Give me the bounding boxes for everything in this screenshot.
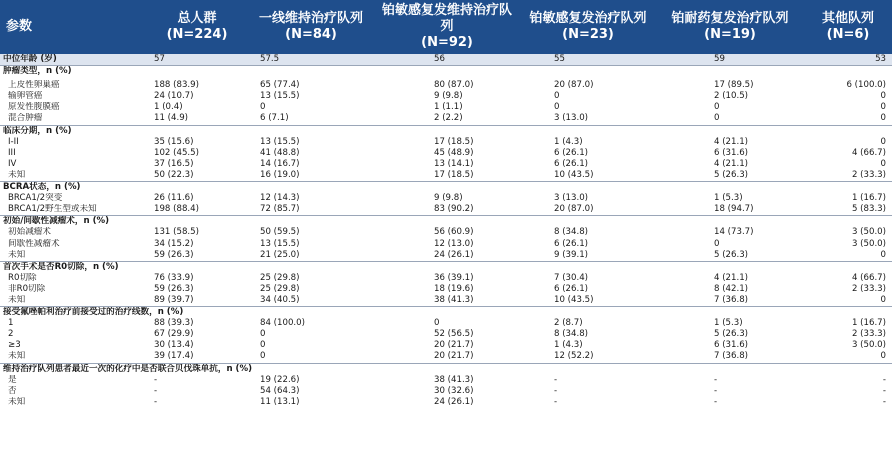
table-cell: 36 (39.1) bbox=[434, 272, 474, 283]
table-cell: 20 (21.7) bbox=[434, 340, 474, 351]
table-cell: 0 bbox=[714, 113, 720, 124]
table-row bbox=[0, 273, 892, 284]
table-cell: 59 (26.3) bbox=[154, 283, 194, 294]
table-cell: 0 bbox=[880, 91, 886, 102]
table-cell: 50 (59.5) bbox=[260, 227, 300, 238]
table-header bbox=[0, 0, 892, 54]
table-cell: 34 (15.2) bbox=[154, 238, 194, 249]
table-cell: 18 (94.7) bbox=[714, 204, 754, 215]
table-cell: 59 (26.3) bbox=[154, 249, 194, 260]
table-row bbox=[0, 318, 892, 329]
table-cell: - bbox=[554, 396, 558, 407]
table-cell: 30 (32.6) bbox=[434, 385, 474, 396]
section-title: 肿瘤类型，n (%) bbox=[0, 66, 892, 78]
section-title: 接受氟唑帕利治疗前接受过的治疗线数，n (%) bbox=[0, 307, 892, 319]
table-cell: - bbox=[154, 396, 158, 407]
table-cell: 0 bbox=[260, 329, 266, 340]
row-label: 是 bbox=[8, 374, 17, 385]
section-title: 初始/间歇性减瘤术，n (%) bbox=[0, 216, 892, 228]
table-row bbox=[0, 329, 892, 340]
table-cell: 1 (16.7) bbox=[851, 318, 886, 329]
row-label: BRCA1/2突变 bbox=[8, 193, 63, 204]
table-cell: 0 bbox=[554, 91, 560, 102]
table-row bbox=[0, 148, 892, 159]
table-cell: 6 (7.1) bbox=[260, 113, 289, 124]
table-cell: 7 (36.8) bbox=[714, 294, 749, 305]
table-cell: 72 (85.7) bbox=[260, 204, 300, 215]
table-cell: 3 (13.0) bbox=[554, 113, 589, 124]
table-cell: 12 (52.2) bbox=[554, 351, 594, 362]
table-cell: 20 (87.0) bbox=[554, 204, 594, 215]
table-cell: 9 (39.1) bbox=[554, 249, 589, 260]
table-cell: 13 (15.5) bbox=[260, 91, 300, 102]
table-cell: 0 bbox=[714, 102, 720, 113]
table-cell: 39 (17.4) bbox=[154, 351, 194, 362]
table-row bbox=[0, 91, 892, 102]
table-row bbox=[0, 284, 892, 295]
table-cell: - bbox=[154, 385, 158, 396]
table-cell: 13 (15.5) bbox=[260, 136, 300, 147]
column-header-n: (N=19) bbox=[704, 27, 756, 42]
table-cell: 80 (87.0) bbox=[434, 80, 474, 91]
table-cell: 4 (66.7) bbox=[851, 272, 886, 283]
table-cell: 14 (73.7) bbox=[714, 227, 754, 238]
table-cell: 2 (10.5) bbox=[714, 91, 749, 102]
column-header-name: 铂耐药复发治疗队列 bbox=[671, 11, 789, 26]
table-row bbox=[0, 170, 892, 182]
table-cell: 20 (21.7) bbox=[434, 351, 474, 362]
row-label: 初始减瘤术 bbox=[8, 227, 51, 238]
table-cell: 8 (42.1) bbox=[714, 283, 749, 294]
column-header-parameter: 参数 bbox=[0, 0, 146, 54]
table-cell: 2 (2.2) bbox=[434, 113, 463, 124]
column-header-name: 总人群 bbox=[177, 11, 217, 26]
table-row bbox=[0, 397, 892, 408]
section-title: 临床分期，n (%) bbox=[0, 125, 892, 137]
table-cell: 3 (50.0) bbox=[851, 340, 886, 351]
table-cell: 30 (13.4) bbox=[154, 340, 194, 351]
table-cell: 76 (33.9) bbox=[154, 272, 194, 283]
table-cell: - bbox=[714, 374, 718, 385]
table-cell: 4 (21.1) bbox=[714, 136, 749, 147]
column-header-name: 铂敏感复发治疗队列 bbox=[529, 11, 647, 26]
table-cell: 18 (19.6) bbox=[434, 283, 474, 294]
table-cell: 2 (33.3) bbox=[851, 329, 886, 340]
table-cell: - bbox=[882, 374, 886, 385]
table-row bbox=[0, 351, 892, 363]
median-age-row bbox=[0, 54, 892, 66]
table-cell: 0 bbox=[434, 318, 440, 329]
table-cell: 52 (56.5) bbox=[434, 329, 474, 340]
table-cell: 26 (11.6) bbox=[154, 193, 194, 204]
table-cell: 24 (26.1) bbox=[434, 249, 474, 260]
table-cell: 11 (4.9) bbox=[154, 113, 189, 124]
table-cell: - bbox=[714, 396, 718, 407]
table-cell: 25 (29.8) bbox=[260, 283, 300, 294]
table-cell: 131 (58.5) bbox=[154, 227, 199, 238]
column-header-name: 铂敏感复发维持治疗队列 bbox=[381, 3, 512, 34]
table-cell: 3 (50.0) bbox=[851, 238, 886, 249]
table-cell: 4 (21.1) bbox=[714, 272, 749, 283]
row-label: 上皮性卵巢癌 bbox=[8, 80, 60, 91]
table-cell: 1 (4.3) bbox=[554, 136, 583, 147]
column-header-first-line-maintenance bbox=[252, 0, 374, 54]
table-cell: 5 (83.3) bbox=[851, 204, 886, 215]
table-cell: 7 (30.4) bbox=[554, 272, 589, 283]
table-cell: 67 (29.9) bbox=[154, 329, 194, 340]
column-header-other bbox=[808, 0, 892, 54]
table-cell: 1 (0.4) bbox=[154, 102, 183, 113]
column-header-platinum-sensitive-treatment bbox=[524, 0, 656, 54]
section-header-row bbox=[0, 125, 892, 137]
row-label: III bbox=[8, 147, 16, 158]
table-cell: 17 (89.5) bbox=[714, 80, 754, 91]
table-cell: 1 (5.3) bbox=[714, 193, 743, 204]
table-cell: 6 (26.1) bbox=[554, 147, 589, 158]
row-label: 输卵管癌 bbox=[8, 91, 43, 102]
table-row bbox=[0, 113, 892, 125]
table-cell: 1 (16.7) bbox=[851, 193, 886, 204]
row-label: 1 bbox=[8, 318, 14, 329]
table-cell: 2 (33.3) bbox=[851, 283, 886, 294]
row-label: 原发性腹膜癌 bbox=[8, 102, 60, 113]
table-cell: 0 bbox=[880, 249, 886, 260]
table-cell: 0 bbox=[554, 102, 560, 113]
table-cell: 11 (13.1) bbox=[260, 396, 300, 407]
column-header-name: 其他队列 bbox=[821, 11, 874, 26]
table-cell: 5 (26.3) bbox=[714, 329, 749, 340]
table-cell: 3 (50.0) bbox=[851, 227, 886, 238]
table-cell: 20 (87.0) bbox=[554, 80, 594, 91]
table-cell: 9 (9.8) bbox=[434, 91, 463, 102]
table-cell: 6 (26.1) bbox=[554, 238, 589, 249]
row-label: ≥3 bbox=[8, 340, 21, 351]
table-cell: 89 (39.7) bbox=[154, 294, 194, 305]
table-row bbox=[0, 204, 892, 216]
table-cell: 88 (39.3) bbox=[154, 318, 194, 329]
table-cell: 35 (15.6) bbox=[154, 136, 194, 147]
table-cell: 14 (16.7) bbox=[260, 158, 300, 169]
table-cell: - bbox=[714, 385, 718, 396]
table-cell: 0 bbox=[880, 113, 886, 124]
section-header-row bbox=[0, 66, 892, 78]
table-cell: 24 (10.7) bbox=[154, 91, 194, 102]
table-cell: 54 (64.3) bbox=[260, 385, 300, 396]
column-header-name: 一线维持治疗队列 bbox=[258, 11, 363, 26]
table-cell: 1 (4.3) bbox=[554, 340, 583, 351]
row-label: 未知 bbox=[8, 249, 26, 260]
table-cell: 56 bbox=[374, 54, 524, 66]
table-cell: 8 (34.8) bbox=[554, 329, 589, 340]
table-cell: 10 (43.5) bbox=[554, 169, 594, 180]
table-cell: 12 (13.0) bbox=[434, 238, 474, 249]
table-cell: 6 (31.6) bbox=[714, 340, 749, 351]
row-label: 非R0切除 bbox=[8, 283, 46, 294]
table-cell: - bbox=[554, 385, 558, 396]
table-row bbox=[0, 239, 892, 250]
table-cell: 0 bbox=[880, 158, 886, 169]
table-cell: 53 bbox=[808, 54, 892, 66]
table-cell: 6 (26.1) bbox=[554, 283, 589, 294]
section-header-row bbox=[0, 216, 892, 228]
section-header-row bbox=[0, 363, 892, 375]
table-cell: - bbox=[154, 374, 158, 385]
table-cell: 5 (26.3) bbox=[714, 169, 749, 180]
table-cell: 38 (41.3) bbox=[434, 374, 474, 385]
table-cell: 9 (9.8) bbox=[434, 193, 463, 204]
table-cell: 6 (100.0) bbox=[846, 80, 886, 91]
column-header-total bbox=[146, 0, 252, 54]
table-cell: 56 (60.9) bbox=[434, 227, 474, 238]
table-cell: 6 (26.1) bbox=[554, 158, 589, 169]
table-cell: 7 (36.8) bbox=[714, 351, 749, 362]
table-cell: 0 bbox=[714, 238, 720, 249]
table-cell: 59 bbox=[656, 54, 808, 66]
table-cell: 0 bbox=[880, 351, 886, 362]
table-cell: 0 bbox=[880, 102, 886, 113]
table-cell: 0 bbox=[260, 340, 266, 351]
table-row bbox=[0, 375, 892, 386]
column-header-n: (N=23) bbox=[562, 27, 614, 42]
table-cell: 25 (29.8) bbox=[260, 272, 300, 283]
row-label: 否 bbox=[8, 385, 17, 396]
section-header-row bbox=[0, 182, 892, 194]
table-cell: 4 (66.7) bbox=[851, 147, 886, 158]
row-label: IV bbox=[8, 158, 17, 169]
section-title: 维持治疗队列患者最近一次的化疗中是否联合贝伐珠单抗，n (%) bbox=[0, 363, 892, 375]
column-header-n: (N=224) bbox=[166, 27, 228, 42]
table-cell: - bbox=[882, 396, 886, 407]
table-cell: 0 bbox=[880, 136, 886, 147]
table-cell: 17 (18.5) bbox=[434, 169, 474, 180]
table-cell: 102 (45.5) bbox=[154, 147, 199, 158]
table-cell: 17 (18.5) bbox=[434, 136, 474, 147]
table-cell: 2 (33.3) bbox=[851, 169, 886, 180]
table-cell: 65 (77.4) bbox=[260, 80, 300, 91]
table-cell: 37 (16.5) bbox=[154, 158, 194, 169]
row-label: R0切除 bbox=[8, 272, 37, 283]
row-label: 未知 bbox=[8, 294, 26, 305]
table-cell: 57.5 bbox=[252, 54, 374, 66]
column-header-n: (N=92) bbox=[421, 35, 473, 50]
row-label: 混合肿瘤 bbox=[8, 113, 43, 124]
row-label: BRCA1/2野生型或未知 bbox=[8, 204, 97, 215]
table-cell: 55 bbox=[524, 54, 656, 66]
section-title: BCRA状态，n (%) bbox=[0, 182, 892, 194]
table-cell: 21 (25.0) bbox=[260, 249, 300, 260]
table-cell: 2 (8.7) bbox=[554, 318, 583, 329]
table-cell: 0 bbox=[880, 294, 886, 305]
table-cell: 41 (48.8) bbox=[260, 147, 300, 158]
row-label: 未知 bbox=[8, 169, 26, 180]
table-cell: 5 (26.3) bbox=[714, 249, 749, 260]
table-row bbox=[0, 102, 892, 113]
table-cell: 19 (22.6) bbox=[260, 374, 300, 385]
row-label: 未知 bbox=[8, 351, 26, 362]
table-cell: 24 (26.1) bbox=[434, 396, 474, 407]
row-label: 未知 bbox=[8, 396, 26, 407]
table-cell: 50 (22.3) bbox=[154, 169, 194, 180]
column-header-n: (N=6) bbox=[826, 27, 870, 42]
row-label: 2 bbox=[8, 329, 14, 340]
table-row bbox=[0, 386, 892, 397]
table-row bbox=[0, 193, 892, 204]
table-cell: 45 (48.9) bbox=[434, 147, 474, 158]
table-cell: 188 (83.9) bbox=[154, 80, 199, 91]
section-title: 首次手术是否R0切除，n (%) bbox=[0, 261, 892, 273]
column-header-n: (N=84) bbox=[285, 27, 337, 42]
table-cell: 16 (19.0) bbox=[260, 169, 300, 180]
column-header-platinum-resistant-treatment bbox=[656, 0, 808, 54]
table-row bbox=[0, 137, 892, 148]
table-cell: 1 (5.3) bbox=[714, 318, 743, 329]
table-cell: 3 (13.0) bbox=[554, 193, 589, 204]
table-row bbox=[0, 295, 892, 307]
table-cell: 83 (90.2) bbox=[434, 204, 474, 215]
table-row bbox=[0, 80, 892, 91]
table-cell: 198 (88.4) bbox=[154, 204, 199, 215]
table-body bbox=[0, 54, 892, 408]
median-age-label: 中位年龄 (岁) bbox=[0, 54, 146, 66]
section-header-row bbox=[0, 261, 892, 273]
table-cell: 4 (21.1) bbox=[714, 158, 749, 169]
table-cell: 0 bbox=[260, 102, 266, 113]
row-label: 间歇性减瘤术 bbox=[8, 238, 60, 249]
table-cell: 38 (41.3) bbox=[434, 294, 474, 305]
table-cell: 10 (43.5) bbox=[554, 294, 594, 305]
table-cell: 57 bbox=[146, 54, 252, 66]
table-row bbox=[0, 159, 892, 170]
table-cell: 1 (1.1) bbox=[434, 102, 463, 113]
table-cell: 34 (40.5) bbox=[260, 294, 300, 305]
table-cell: 0 bbox=[260, 351, 266, 362]
table-cell: 12 (14.3) bbox=[260, 193, 300, 204]
row-label: I-II bbox=[8, 136, 19, 147]
column-header-platinum-sensitive-maintenance bbox=[374, 0, 524, 54]
table-cell: - bbox=[554, 374, 558, 385]
table-cell: 84 (100.0) bbox=[260, 318, 305, 329]
table-cell: 8 (34.8) bbox=[554, 227, 589, 238]
table-cell: 13 (14.1) bbox=[434, 158, 474, 169]
section-header-row bbox=[0, 307, 892, 319]
table-cell: - bbox=[882, 385, 886, 396]
table-row bbox=[0, 250, 892, 262]
table-row bbox=[0, 227, 892, 238]
table-cell: 13 (15.5) bbox=[260, 238, 300, 249]
table-row bbox=[0, 340, 892, 351]
table-cell: 6 (31.6) bbox=[714, 147, 749, 158]
